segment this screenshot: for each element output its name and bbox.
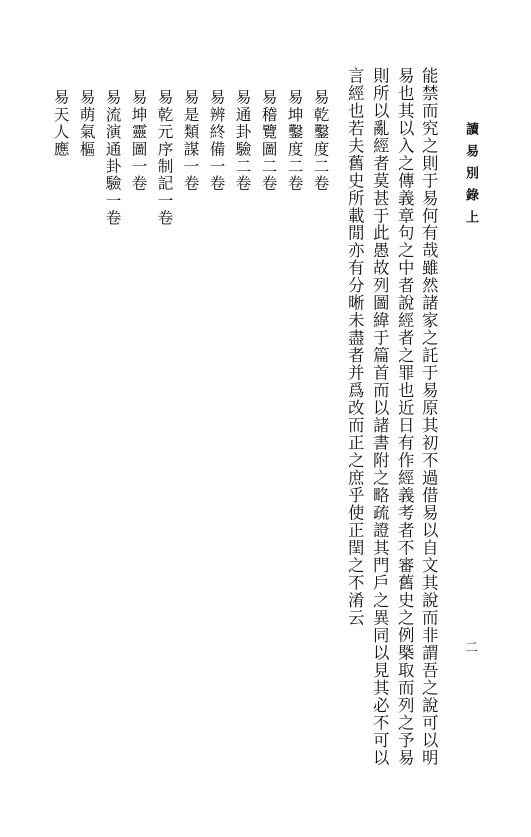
book-list-item: 易坤鑿度二卷	[285, 89, 304, 193]
paragraph-line-1: 能禁而究之則于易何有哉雖然諸家之託于易原其初不過借易以自文其說而非謂吾之說可以明	[419, 67, 439, 767]
running-header-title: 讀易別錄上	[463, 122, 478, 232]
page-number: 二	[462, 640, 477, 653]
book-list-item: 易天人應	[51, 89, 70, 158]
book-list-item: 易是類謀一卷	[181, 89, 200, 193]
book-list-item: 易流演通卦驗一卷	[103, 89, 122, 227]
book-list-item: 易乾元序制記一卷	[155, 89, 174, 227]
book-list-item: 易乾鑿度二卷	[311, 89, 330, 193]
book-list-item: 易萌氣樞	[77, 89, 96, 158]
book-list-item: 易通卦驗二卷	[233, 89, 252, 193]
paragraph-line-2: 易也其以入之傳義章句之中者說經者之罪也近日有作經義考者不審舊史之例槩取而列之予易	[395, 67, 415, 767]
paragraph-line-4: 言經也若夫舊史所載閒亦有分晰未盡者并爲改而正之庶乎使正閏之不淆云	[345, 67, 365, 627]
book-list-item: 易辨終備一卷	[207, 89, 226, 193]
book-list-item: 易坤靈圖一卷	[129, 89, 148, 193]
paragraph-line-3: 則所以亂經者莫甚于此愚故列圖緯于篇首而以諸書附之略疏證其門戶之異同以見其必不可以	[370, 67, 390, 767]
book-list-item: 易稽覽圖二卷	[259, 89, 278, 193]
